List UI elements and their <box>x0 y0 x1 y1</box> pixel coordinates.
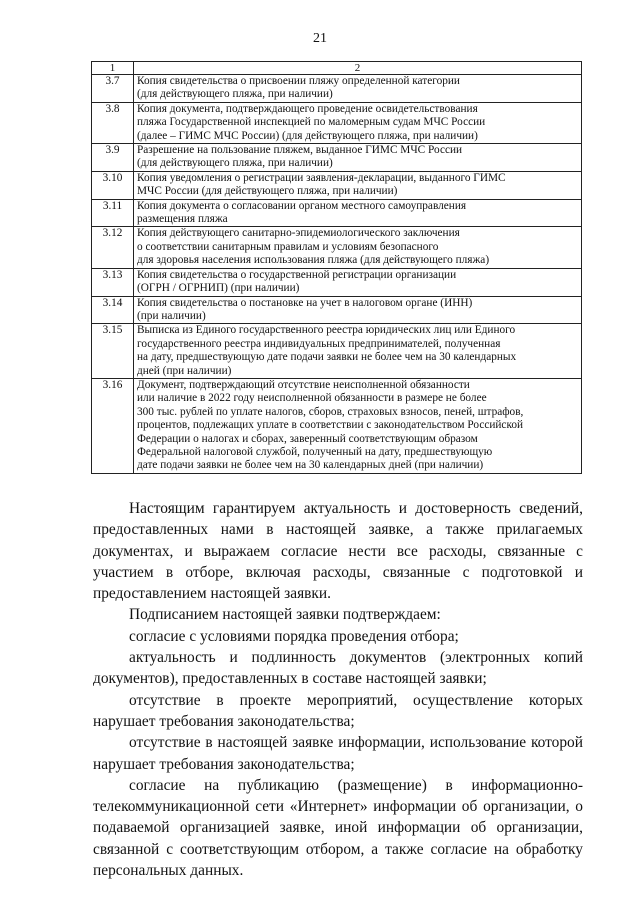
row-number: 3.11 <box>92 199 134 227</box>
body-text <box>93 498 583 881</box>
row-description: Копия свидетельства о государственной регистрации организации (ОГРН / ОГРНИП) (при наличии) <box>137 268 457 295</box>
table-header-col-1: 1 <box>92 62 134 75</box>
row-number: 3.13 <box>92 268 134 296</box>
body-paragraph-publication-consent: согласие на публикацию (размещение) в информационно-телекоммуникационной сети «Интернет» информации об организации, о подаваемой организацией заявке, иной информации об организации, связанной с соответствующим отбором, а также согласие на обработку персональных данных. <box>93 776 583 880</box>
row-description: Копия документа, подтверждающего проведение освидетельствования пляжа Государственной инспекцией по маломерным судам МЧС России (далее – ГИМС МЧС России) (для действующего пляжа, при наличии) <box>137 102 486 142</box>
row-description-cell <box>134 199 582 227</box>
row-description: Выписка из Единого государственного реестра юридических лиц или Единого государственного реестра индивидуальных предпринимателей, полученная на дату, предшествующую дате подачи заявки не более чем на 30 календарных дней (при наличии) <box>137 324 517 377</box>
row-number: 3.7 <box>92 75 134 103</box>
table-row <box>92 171 582 199</box>
row-description-cell <box>134 268 582 296</box>
table-header-row <box>92 62 582 75</box>
body-paragraph-no-illegal-info: отсутствие в настоящей заявке информации, использование которой нарушает требования законодательства; <box>93 734 583 773</box>
row-description-cell <box>134 378 582 473</box>
table-row <box>92 296 582 324</box>
page-number: 21 <box>313 31 327 46</box>
row-number: 3.10 <box>92 171 134 199</box>
table-row <box>92 378 582 473</box>
row-description: Копия действующего санитарно-эпидемиологического заключения о соответствии санитарным правилам и условиям безопасного для здоровья населения использования пляжа (для действующего пляжа) <box>137 227 490 267</box>
row-description: Копия свидетельства о постановке на учет в налоговом органе (ИНН) (при наличии) <box>137 296 473 322</box>
table-row <box>92 324 582 379</box>
body-paragraph-confirm: Подписанием настоящей заявки подтверждаем: <box>129 606 441 624</box>
table-row <box>92 227 582 268</box>
body-paragraph-authenticity: актуальность и подлинность документов (электронных копий документов), предоставленных в составе настоящей заявки; <box>93 649 583 688</box>
table-row <box>92 102 582 143</box>
row-number: 3.16 <box>92 378 134 473</box>
row-description-cell <box>134 227 582 268</box>
table-row <box>92 75 582 103</box>
table-header-col-2: 2 <box>134 62 582 75</box>
row-number: 3.8 <box>92 102 134 143</box>
table-row <box>92 144 582 172</box>
row-description-cell <box>134 102 582 143</box>
row-description-cell <box>134 75 582 103</box>
documents-table <box>91 61 582 474</box>
row-description-cell <box>134 144 582 172</box>
row-description-cell <box>134 324 582 379</box>
row-description: Разрешение на пользование пляжем, выданное ГИМС МЧС России (для действующего пляжа, при наличии) <box>137 144 463 170</box>
row-description-cell <box>134 296 582 324</box>
row-description: Копия уведомления о регистрации заявления-декларации, выданного ГИМС МЧС России (для действующего пляжа, при наличии) <box>137 171 506 198</box>
row-number: 3.9 <box>92 144 134 172</box>
documents-table-body <box>92 62 582 474</box>
row-description: Копия свидетельства о присвоении пляжу определенной категории (для действующего пляжа, при наличии) <box>137 75 460 101</box>
row-number: 3.12 <box>92 227 134 268</box>
body-paragraph-no-violations: отсутствие в проекте мероприятий, осуществление которых нарушает требования законодательства; <box>93 691 583 730</box>
row-number: 3.15 <box>92 324 134 379</box>
body-paragraph-guarantee: Настоящим гарантируем актуальность и достоверность сведений, предоставленных нами в настоящей заявке, а также прилагаемых документах, и выражаем согласие нести все расходы, связанные с участием в отборе, включая расходы, связанные с подготовкой и предоставлением настоящей заявки. <box>93 500 583 603</box>
row-description-cell <box>134 171 582 199</box>
row-description: Копия документа о согласовании органом местного самоуправления размещения пляжа <box>137 199 467 226</box>
body-paragraph-agreement: согласие с условиями порядка проведения отбора; <box>129 627 459 645</box>
table-row <box>92 199 582 227</box>
row-description: Документ, подтверждающий отсутствие неисполненной обязанности или наличие в 2022 году неисполненной обязанности в размере не более 300 тыс. рублей по уплате налогов, сборов, страховых взносов, пеней, штрафов, процентов, подлежащих уплате в соответствии с законодательством Российской Федерации о налогах и сборах, заверенный соответствующим образом Федеральной налоговой службой, полученный на дату, предшествующую дате подачи заявки не более чем на 30 календарных дней (при наличии) <box>137 378 524 472</box>
table-row <box>92 268 582 296</box>
row-number: 3.14 <box>92 296 134 324</box>
